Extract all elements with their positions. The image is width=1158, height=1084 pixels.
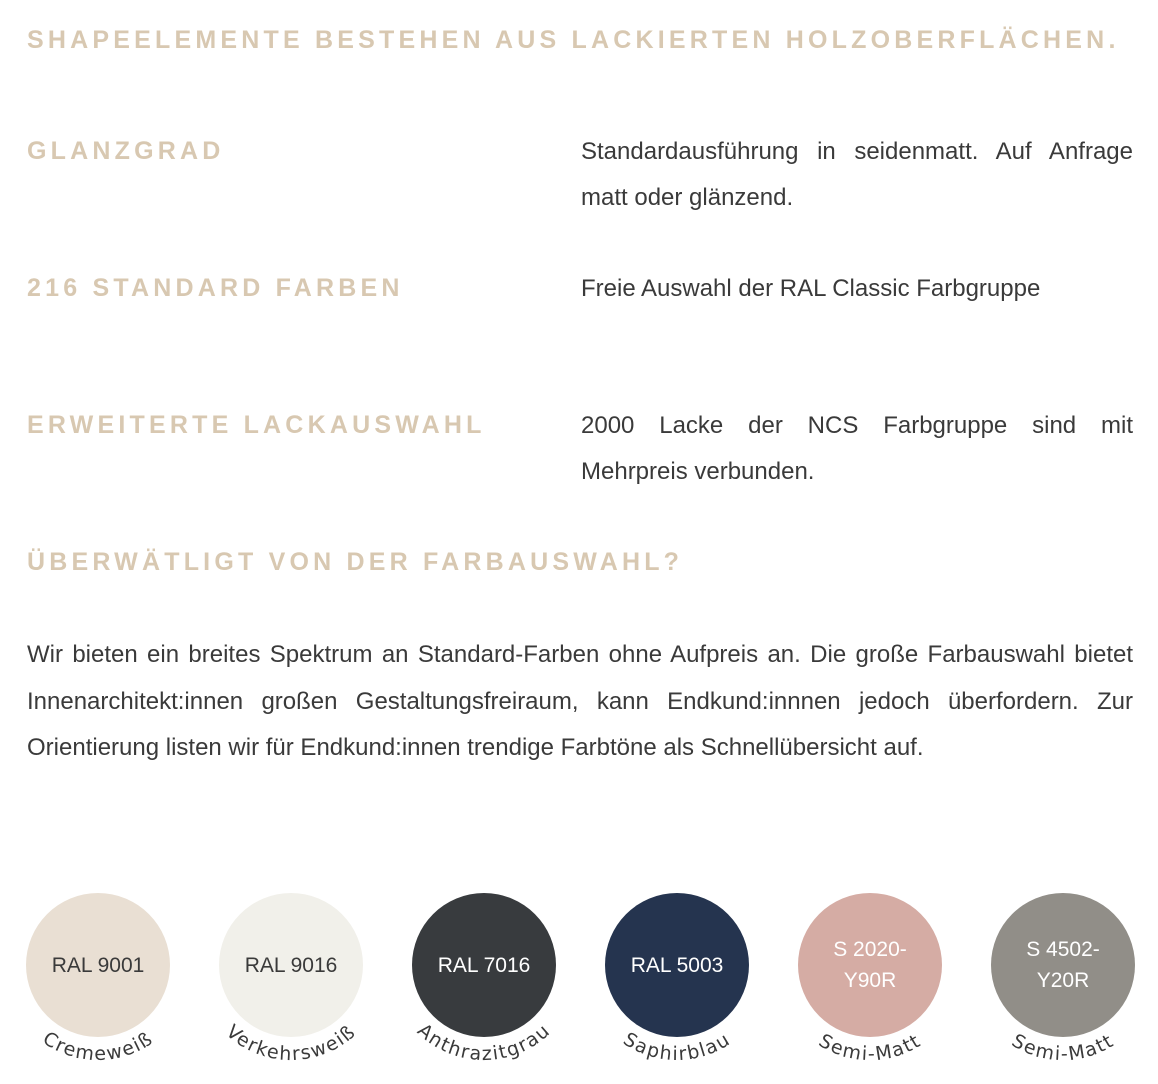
spec-text-standard-farben: Freie Auswahl der RAL Classic Farbgruppe <box>581 275 1041 302</box>
swatch-name: Anthrazitgrau <box>413 1019 555 1066</box>
color-swatch-ral-9016 <box>219 893 363 1073</box>
swatch-name-arc <box>384 865 584 1065</box>
page-title: SHAPEELEMENTE BESTEHEN AUS LACKIERTEN HOLZOBERFLÄCHEN. <box>27 26 1120 54</box>
spec-label-erweiterte-lackauswahl: ERWEITERTE LACKAUSWAHL <box>27 411 486 439</box>
color-swatch-s-2020-y90r <box>798 893 942 1073</box>
swatch-code-line2: Y20R <box>1036 969 1090 992</box>
swatch-code: RAL 9016 <box>244 953 338 977</box>
color-swatch-ral-9001 <box>26 893 170 1073</box>
swatch-name-arc <box>963 865 1158 1065</box>
swatch-name: Saphirblau <box>619 1028 735 1066</box>
swatch-name-arc <box>770 865 970 1065</box>
spec-text-glanzgrad: Standardausführung in seidenmatt. Auf Anfrage matt oder glänzend. <box>581 138 1133 211</box>
swatch-name-arc <box>577 865 777 1065</box>
spec-label-glanzgrad: GLANZGRAD <box>27 137 225 165</box>
color-swatch-ral-7016 <box>412 893 556 1073</box>
swatch-code: RAL 5003 <box>630 953 724 977</box>
overwhelmed-heading: ÜBERWÄTLIGT VON DER FARBAUSWAHL? <box>27 548 684 576</box>
swatch-name: Verkehrsweiß <box>221 1020 361 1066</box>
swatch-name: Semi-Matt <box>1008 1029 1118 1066</box>
swatch-name-arc <box>191 865 391 1065</box>
swatch-name-arc <box>0 865 198 1065</box>
spec-label-standard-farben: 216 STANDARD FARBEN <box>27 274 404 302</box>
swatch-code: RAL 9001 <box>51 953 145 977</box>
swatch-code-line2: Y90R <box>843 969 897 992</box>
swatch-code: S 2020- <box>833 938 907 961</box>
swatch-name: Cremeweiß <box>38 1027 158 1066</box>
swatch-code: RAL 7016 <box>437 953 531 977</box>
color-swatch-s-4502-y20r <box>991 893 1135 1073</box>
swatch-name: Semi-Matt <box>815 1029 925 1066</box>
overwhelmed-text: Wir bieten ein breites Spektrum an Standard-Farben ohne Aufpreis an. Die große Farbauswahl bietet Innenarchitekt:innen großen Gestaltungsfreiraum, kann Endkund:innnen jedoch überfordern. Zur Orientierung listen wir für Endkund:innen trendige Farbtöne als Schnellübersicht auf. <box>27 641 1133 761</box>
swatch-code: S 4502- <box>1026 938 1100 961</box>
spec-text-erweiterte-lackauswahl: 2000 Lacke der NCS Farbgruppe sind mit Mehrpreis verbunden. <box>581 412 1133 485</box>
color-swatch-ral-5003 <box>605 893 749 1073</box>
